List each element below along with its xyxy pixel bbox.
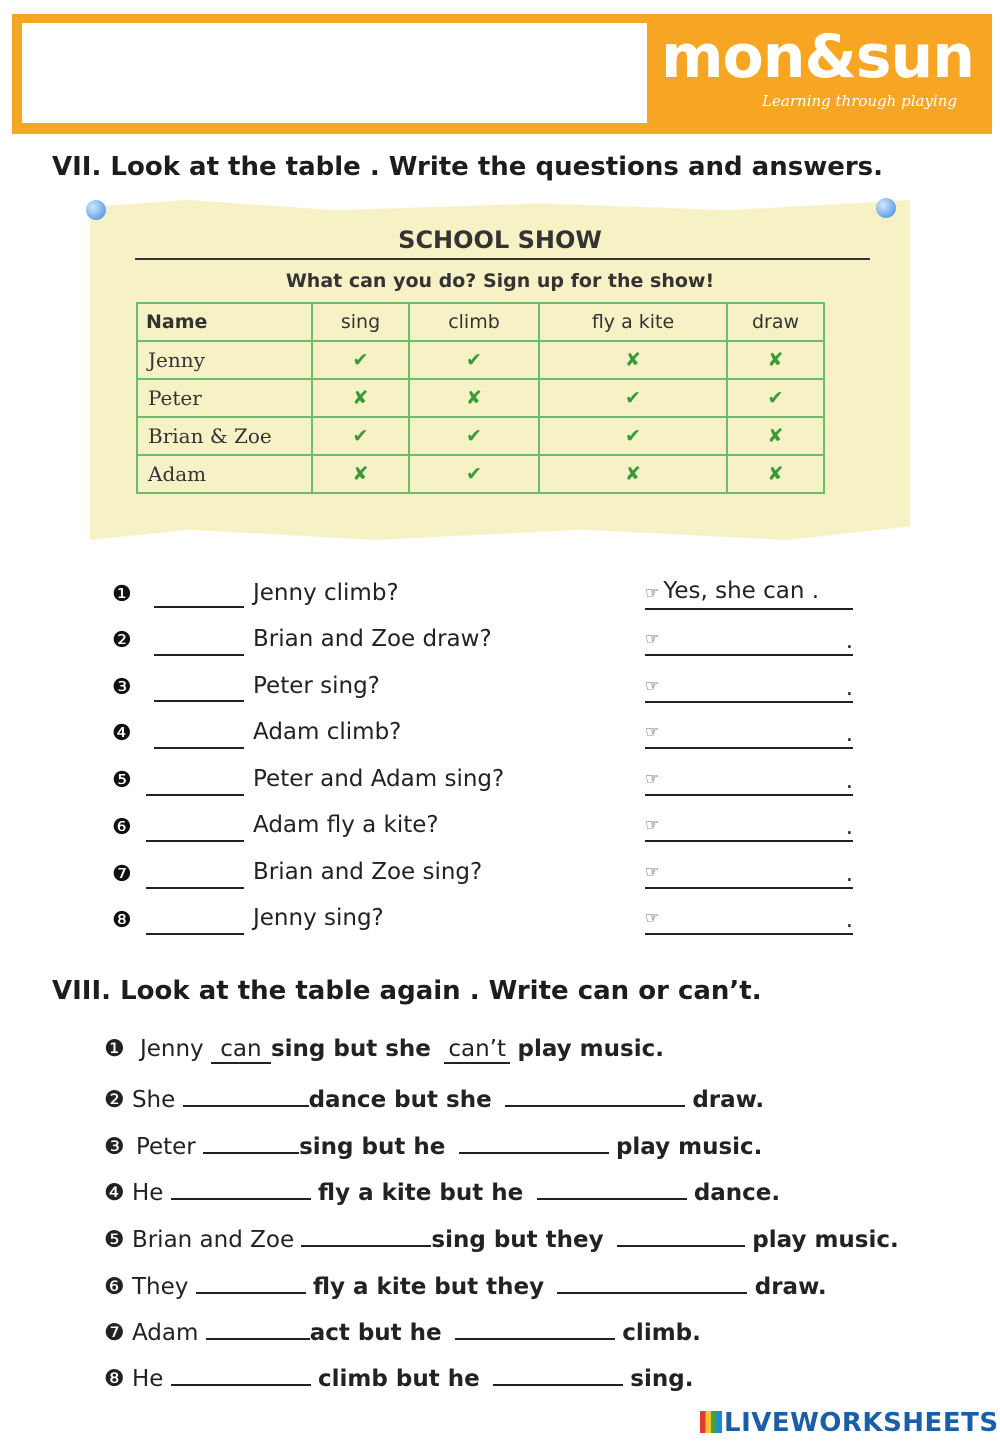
liveworksheets-logo <box>700 1408 999 1438</box>
table-header-row <box>137 303 824 341</box>
period: . <box>845 861 853 887</box>
sentence-1 <box>104 1036 664 1064</box>
answer-blank-1[interactable]: can <box>211 1036 271 1064</box>
question-text: Brian and Zoe draw? <box>253 626 492 652</box>
verb-phrase: climb but he <box>318 1366 480 1392</box>
table-row <box>137 417 824 455</box>
sentence-2 <box>104 1083 764 1113</box>
section-8-title: VIII. Look at the table again . Write can or can’t. <box>52 976 762 1006</box>
paper-divider <box>135 258 870 260</box>
pointing-hand-icon: ☞ <box>645 769 660 788</box>
answer-blank-2[interactable] <box>493 1362 623 1386</box>
verb-phrase: sing but he <box>299 1134 446 1160</box>
item-number: ❶ <box>104 1036 125 1062</box>
sentence-4 <box>104 1176 780 1206</box>
answer-blank-1[interactable] <box>301 1223 431 1247</box>
mark-icon: ✘ <box>312 455 409 493</box>
period: . <box>845 675 853 701</box>
item-number: ❸ <box>104 1134 125 1160</box>
period: . <box>845 721 853 747</box>
answer-field[interactable] <box>645 624 853 656</box>
mark-icon: ✔ <box>539 379 727 417</box>
ending: dance. <box>693 1180 781 1206</box>
table-header: draw <box>727 303 824 341</box>
subject: Adam <box>131 1320 199 1346</box>
question-text: Peter sing? <box>253 673 380 699</box>
subject: They <box>131 1274 189 1300</box>
answer-blank-2[interactable] <box>537 1176 687 1200</box>
mark-icon: ✘ <box>727 455 824 493</box>
table-header: fly a kite <box>539 303 727 341</box>
period: . <box>845 768 853 794</box>
sentence-8 <box>104 1362 693 1392</box>
mark-icon: ✘ <box>312 379 409 417</box>
mark-icon: ✘ <box>539 455 727 493</box>
subject: Jenny <box>139 1036 204 1062</box>
question-text: Adam climb? <box>253 719 402 745</box>
table-header: sing <box>312 303 409 341</box>
question-text: Jenny sing? <box>253 905 384 931</box>
pointing-hand-icon: ☞ <box>645 676 660 695</box>
answer-field[interactable] <box>645 578 853 610</box>
sentence-3 <box>104 1130 762 1160</box>
mark-icon: ✔ <box>539 417 727 455</box>
mark-icon: ✘ <box>727 417 824 455</box>
verb-phrase: sing but they <box>431 1227 604 1253</box>
question-text: Brian and Zoe sing? <box>253 859 483 885</box>
answer-blank-2[interactable] <box>455 1316 615 1340</box>
pointing-hand-icon: ☞ <box>645 815 660 834</box>
mark-icon: ✘ <box>727 341 824 379</box>
answer-field[interactable] <box>645 764 853 796</box>
answer-blank-2[interactable] <box>459 1130 609 1154</box>
question-text: Peter and Adam sing? <box>253 766 505 792</box>
section-7-title: VII. Look at the table . Write the questions and answers. <box>52 152 884 182</box>
question-blank[interactable] <box>146 812 244 842</box>
question-number: ❶ <box>112 582 132 607</box>
answer-text: Yes, she can . <box>663 578 820 604</box>
ending: play music. <box>752 1227 899 1253</box>
sentence-5 <box>104 1223 899 1253</box>
sentence-7 <box>104 1316 701 1346</box>
ending: climb. <box>622 1320 701 1346</box>
paper-title: SCHOOL SHOW <box>398 226 602 254</box>
question-blank[interactable] <box>154 672 244 702</box>
verb-phrase: sing but she <box>270 1036 431 1062</box>
subject: Brian and Zoe <box>131 1227 295 1253</box>
item-number: ❷ <box>104 1087 125 1113</box>
table-cell-name: Peter <box>137 379 312 417</box>
question-number: ❼ <box>112 862 132 887</box>
verb-phrase: fly a kite but he <box>318 1180 524 1206</box>
brand-logo <box>650 22 985 127</box>
question-number: ❹ <box>112 721 132 746</box>
subject: He <box>131 1366 164 1392</box>
answer-blank-2[interactable]: can’t <box>444 1036 510 1064</box>
question-number: ❸ <box>112 675 132 700</box>
pointing-hand-icon: ☞ <box>645 722 660 741</box>
table-row <box>137 379 824 417</box>
answer-field[interactable] <box>645 671 853 703</box>
school-show-table <box>136 302 825 494</box>
mark-icon: ✔ <box>409 341 539 379</box>
answer-field[interactable] <box>645 717 853 749</box>
sentence-6 <box>104 1270 827 1300</box>
paper-subtitle: What can you do? Sign up for the show! <box>285 270 715 292</box>
subject: Peter <box>135 1134 196 1160</box>
question-text: Jenny climb? <box>253 580 399 606</box>
mark-icon: ✘ <box>539 341 727 379</box>
name-input-box[interactable] <box>22 23 647 123</box>
subject: He <box>131 1180 164 1206</box>
table-cell-name: Jenny <box>137 341 312 379</box>
question-text: Adam fly a kite? <box>253 812 439 838</box>
period: . <box>845 628 853 654</box>
answer-blank-1[interactable] <box>171 1362 311 1386</box>
answer-field[interactable] <box>645 857 853 889</box>
verb-phrase: act but he <box>309 1320 442 1346</box>
liveworksheets-icon <box>700 1411 722 1433</box>
mark-icon: ✔ <box>312 341 409 379</box>
answer-field[interactable] <box>645 810 853 842</box>
item-number: ❽ <box>104 1366 125 1392</box>
verb-phrase: fly a kite but they <box>312 1274 545 1300</box>
item-number: ❼ <box>104 1320 125 1346</box>
ending: play music. <box>517 1036 664 1062</box>
period: . <box>845 907 853 933</box>
answer-blank-2[interactable] <box>505 1083 685 1107</box>
item-number: ❹ <box>104 1180 125 1206</box>
answer-blank-1[interactable] <box>171 1176 311 1200</box>
table-row <box>137 455 824 493</box>
answer-blank-2[interactable] <box>557 1270 747 1294</box>
answer-blank-2[interactable] <box>617 1223 745 1247</box>
mark-icon: ✔ <box>409 417 539 455</box>
logo-text: mon&sun <box>661 22 974 92</box>
table-row <box>137 341 824 379</box>
question-blank[interactable] <box>146 859 244 889</box>
table-cell-name: Adam <box>137 455 312 493</box>
mark-icon: ✔ <box>727 379 824 417</box>
table-header: Name <box>137 303 312 341</box>
ending: sing. <box>630 1366 694 1392</box>
footer-brand: LIVEWORKSHEETS <box>724 1408 999 1438</box>
pushpin-icon <box>876 198 896 218</box>
logo-tagline: Learning through playing <box>762 92 957 110</box>
question-blank[interactable] <box>154 719 244 749</box>
period: . <box>845 814 853 840</box>
question-number: ❻ <box>112 815 132 840</box>
mark-icon: ✔ <box>409 455 539 493</box>
answer-field[interactable] <box>645 903 853 935</box>
ending: play music. <box>615 1134 763 1160</box>
question-number: ❺ <box>112 768 132 793</box>
question-blank[interactable] <box>154 578 244 608</box>
answer-blank-1[interactable] <box>206 1316 310 1340</box>
subject: She <box>131 1087 176 1113</box>
table-cell-name: Brian & Zoe <box>137 417 312 455</box>
pushpin-icon <box>86 200 106 220</box>
pointing-hand-icon: ☞ <box>645 862 660 881</box>
question-blank[interactable] <box>154 626 244 656</box>
table-header: climb <box>409 303 539 341</box>
mark-icon: ✔ <box>312 417 409 455</box>
question-number: ❷ <box>112 628 132 653</box>
pointing-hand-icon: ☞ <box>645 629 660 648</box>
answer-blank-1[interactable] <box>183 1083 309 1107</box>
pointing-hand-icon: ☞ <box>645 583 660 602</box>
mark-icon: ✘ <box>409 379 539 417</box>
verb-phrase: dance but she <box>308 1087 492 1113</box>
question-blank[interactable] <box>146 905 244 935</box>
answer-blank-1[interactable] <box>203 1130 299 1154</box>
ending: draw. <box>754 1274 827 1300</box>
ending: draw. <box>692 1087 765 1113</box>
question-number: ❽ <box>112 908 132 933</box>
item-number: ❻ <box>104 1274 125 1300</box>
answer-blank-1[interactable] <box>196 1270 306 1294</box>
pointing-hand-icon: ☞ <box>645 908 660 927</box>
item-number: ❺ <box>104 1227 125 1253</box>
question-blank[interactable] <box>146 766 244 796</box>
